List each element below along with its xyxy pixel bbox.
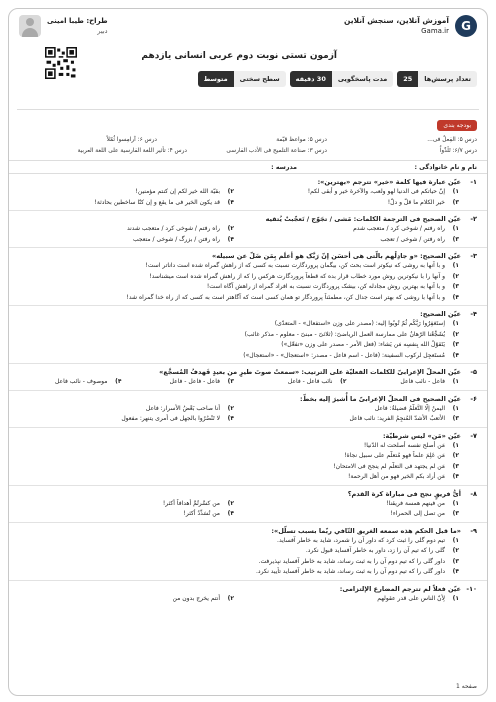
option-text: لا تَنْصُرُوا بالجهل فی أمری یتنهر: مفعول bbox=[121, 415, 220, 422]
option-text: اِستَغفِرُوا رَبَّکُم ثُمّ تُوبُوا إلیه: (مصدر علی وزن «استفعال» - المتعدّی) bbox=[274, 320, 445, 327]
question-number: ۳- bbox=[470, 252, 477, 260]
option-text: و با آنها با روشی که بهتر است جدال کن، مطمئناً پروردگار تو همان کسی است که آگاهتر است به کسی که از راه خدا گمراه شد! bbox=[126, 293, 445, 301]
question-number: ۹- bbox=[470, 526, 477, 535]
answer-option[interactable] bbox=[244, 224, 459, 235]
page-number: صفحه 1 bbox=[456, 683, 477, 690]
option-text: من تُسَدِّدُ أکثر! bbox=[183, 510, 220, 517]
answer-option[interactable] bbox=[19, 340, 459, 351]
option-text: مُستَعجِل لرکوب السفینة: (فاعل - اسم فاعل - مصدر: «استعجال» - «استعجال») bbox=[243, 351, 445, 359]
question-stem: عیّن الصحیح: bbox=[420, 310, 461, 318]
answer-option[interactable] bbox=[19, 235, 234, 246]
question-number: ۱- bbox=[470, 178, 477, 186]
answer-options bbox=[19, 377, 477, 388]
exam-page bbox=[8, 8, 488, 696]
answer-option[interactable] bbox=[19, 441, 459, 452]
option-number: ۱) bbox=[452, 499, 459, 507]
answer-option[interactable] bbox=[19, 536, 459, 547]
question-stem: «ما قبل الحکم هذه سمعه الغریق التّافي ربّما بسبب تسلّل»: bbox=[271, 526, 461, 535]
question-item bbox=[9, 581, 487, 607]
option-number: ۱) bbox=[452, 594, 459, 602]
option-text: من فینهم همسة فریقنا! bbox=[386, 499, 445, 507]
answer-option[interactable] bbox=[244, 594, 459, 605]
option-text: داور گلی را که تیم دوم آن را به ثبت رساند، شاید به خاطر آفساید نپذیرفت. bbox=[258, 557, 445, 565]
answer-option[interactable] bbox=[19, 272, 459, 283]
answer-option[interactable] bbox=[244, 414, 459, 425]
option-text: گلی را که تیم آن را زد، داور به خاطر آفساید قبول نکرد. bbox=[305, 547, 445, 554]
page-footer bbox=[9, 683, 487, 695]
designer-role: دبیر bbox=[97, 27, 108, 35]
option-text: قد یکون الخیر فی ما یقع و إن کنّا ساخطین بحادثة! bbox=[94, 198, 220, 206]
option-number: ۴) bbox=[227, 415, 234, 422]
question-stem: عیّن الصحیح فی الترجمة الکلمات: مَشی / تجَوّج / تَعجّبتْ یُتقیه bbox=[265, 215, 461, 223]
answer-options bbox=[19, 441, 477, 483]
topic-item: درس ۶: آرامِسوا ثُمّلاً bbox=[106, 137, 157, 143]
brand-url[interactable]: Gama.ir bbox=[421, 27, 449, 35]
option-text: من کسَّرتُمَّ أهدافاً أکثر! bbox=[162, 499, 220, 507]
answer-options bbox=[19, 224, 477, 245]
option-text: أنتم یخرج بدون من bbox=[172, 594, 220, 602]
option-number: ۲) bbox=[227, 188, 234, 195]
answer-option[interactable] bbox=[19, 546, 459, 557]
option-number: ۳) bbox=[452, 235, 459, 243]
answer-option[interactable] bbox=[19, 414, 234, 425]
question-stem: أیُّ فریقٍ نجح فی مباراة کرة القدم؟ bbox=[347, 489, 461, 498]
option-number: ۱) bbox=[452, 378, 459, 385]
answer-option[interactable] bbox=[244, 499, 459, 510]
answer-option[interactable] bbox=[244, 235, 459, 246]
answer-option[interactable] bbox=[19, 499, 234, 510]
question-item bbox=[9, 486, 487, 523]
option-text: نائب فاعل - فاعل bbox=[287, 378, 333, 385]
option-text: داور گلی را که تیم دوم آن را به ثبت رساند، شاید به خاطر آفساید تأیید نکرد. bbox=[255, 568, 445, 575]
answer-option[interactable] bbox=[244, 509, 459, 520]
option-number: ۱) bbox=[452, 536, 459, 544]
answer-option[interactable] bbox=[19, 261, 459, 272]
answer-options bbox=[19, 536, 477, 578]
answer-option[interactable] bbox=[19, 594, 234, 605]
question-stem: عیّن الصحیح: «و جادِلْهم بالّتی هی أحسَن إنّ رَبَّک هو أعلَم بِمَن ضَلّ عن سبیله» bbox=[212, 252, 461, 260]
option-number: ۲) bbox=[227, 225, 234, 232]
answer-options bbox=[19, 261, 477, 303]
option-number: ۳) bbox=[452, 462, 459, 470]
question-number: ۸- bbox=[470, 489, 477, 498]
option-number: ۴) bbox=[452, 293, 459, 301]
question-number: ۲- bbox=[470, 215, 477, 223]
option-text: الیمنُ إلّا التَّعلّمُ فضیلةٌ: فاعل bbox=[374, 404, 445, 412]
option-number: ۴) bbox=[452, 351, 459, 359]
option-number: ۲) bbox=[227, 499, 234, 507]
answer-options bbox=[19, 404, 477, 425]
option-number: ۴) bbox=[227, 235, 234, 243]
option-text: فاعل - نائب فاعل bbox=[400, 378, 445, 385]
option-number: ۴) bbox=[452, 473, 459, 480]
question-number: ۷- bbox=[470, 431, 477, 440]
topic-item: درس ۴: تأثیر اللغة الفارسیة علی اللغة العربیة bbox=[77, 148, 187, 154]
exam-stats bbox=[198, 71, 477, 87]
option-number: ۳) bbox=[452, 341, 459, 348]
question-item bbox=[9, 174, 487, 211]
question-number: ۵- bbox=[470, 368, 477, 376]
answer-option[interactable] bbox=[19, 224, 234, 235]
option-text: الأتعبُ الأشدّ المُنجِمُ الفرید: نائب فاعل bbox=[349, 415, 445, 422]
answer-option[interactable] bbox=[19, 567, 459, 578]
exam-header bbox=[9, 9, 487, 109]
option-text: من تصل إلی الحمراء! bbox=[390, 510, 445, 517]
option-number: ۳) bbox=[452, 415, 459, 422]
answer-option[interactable] bbox=[244, 404, 459, 415]
option-text: راه رفتم / شوخی کرد / متعجب شدند bbox=[126, 225, 220, 232]
answer-option[interactable] bbox=[19, 557, 459, 568]
question-item bbox=[9, 211, 487, 248]
option-text: و با آنها به روشی که نیکوتر است بحث کن، بیگمان پروردگارت نسبت به کسی که از راهش گمراه شده است داناتر است! bbox=[145, 262, 445, 269]
option-text: أنا صاحب بَعْضُ الأسرار: فاعل bbox=[145, 404, 220, 412]
designer-block bbox=[19, 15, 108, 37]
brand-block bbox=[344, 15, 477, 37]
question-stem: عیّن «مَن» لیس شرطیّة: bbox=[382, 431, 461, 440]
answer-option[interactable] bbox=[19, 319, 459, 330]
question-stem: عیّن فعلاً لم تترجم المضارع الإلتزامی: bbox=[339, 584, 461, 593]
option-number: ۳) bbox=[452, 283, 459, 290]
question-number: ۶- bbox=[470, 394, 477, 403]
option-number: ۲) bbox=[452, 330, 459, 338]
answer-option[interactable] bbox=[244, 377, 347, 388]
topic-item: درس ۶/۷: تَلَذّواُ bbox=[439, 148, 477, 154]
option-number: ۱) bbox=[452, 320, 459, 327]
option-text: راه رفتم / شوخی کرد / متعجب شدم bbox=[353, 225, 445, 232]
question-number: ۱۰- bbox=[466, 584, 477, 593]
gama-logo-icon: G bbox=[455, 15, 477, 37]
option-text: راه رفتن / شوخی / تعجب bbox=[380, 235, 445, 243]
answer-option[interactable] bbox=[19, 293, 459, 304]
option-text: مَن لم یجتهد فی التعلّم لم ینجح فی الامتحان! bbox=[333, 462, 445, 470]
option-number: ۲) bbox=[340, 378, 347, 385]
option-number: ۴) bbox=[227, 198, 234, 206]
topics-badge: بودجه بندی bbox=[437, 120, 477, 131]
duration-stat: مدت پاسخگویی 30 دقیقه bbox=[290, 71, 394, 87]
option-number: ۳) bbox=[452, 510, 459, 517]
school-label: مدرسه : bbox=[271, 164, 297, 171]
option-text: راه رفتن / بزرگ / شوخی / متعجب bbox=[132, 235, 220, 243]
question-item bbox=[9, 364, 487, 391]
option-number: ۲) bbox=[227, 594, 234, 602]
answer-option[interactable] bbox=[132, 377, 235, 388]
option-number: ۱) bbox=[452, 188, 459, 195]
avatar bbox=[19, 15, 41, 37]
qr-code-icon[interactable] bbox=[45, 47, 77, 79]
question-stem: عیّن المحلّ الإعرابیّ للکلمات الفعلیّة علی الترتیب: «سمعتُ صوتَ طیرٍ من بعیدٍ فَهدفُ المُسجَّع» bbox=[159, 368, 461, 376]
option-number: ۴) bbox=[115, 378, 122, 385]
difficulty-stat: سطح سختی متوسط bbox=[198, 71, 286, 87]
option-text: خیر الکلام ما قلّ و دلّ! bbox=[387, 198, 445, 206]
name-label: نام و نام خانوادگی : bbox=[414, 164, 477, 171]
option-number: ۱) bbox=[452, 441, 459, 449]
answer-option[interactable] bbox=[244, 198, 459, 209]
option-number: ۱) bbox=[452, 404, 459, 412]
option-text: مَن أصلح نفسه أصلحت له الدّنیا! bbox=[363, 441, 445, 449]
brand-title: آموزش آنلاین، سنجش آنلاین bbox=[343, 16, 449, 25]
answer-option[interactable] bbox=[19, 472, 459, 483]
question-item bbox=[9, 428, 487, 486]
option-text: مَن أراد بکم الخیر فهو من أهل الرحمة! bbox=[348, 473, 445, 480]
option-number: ۳) bbox=[452, 557, 459, 565]
question-item bbox=[9, 306, 487, 364]
option-number: ۳) bbox=[227, 378, 234, 385]
topic-item: درس ۳: صناعة التلمیح فی الأدب الفارسی bbox=[226, 148, 327, 154]
topics-section bbox=[9, 110, 487, 160]
option-number: ۱) bbox=[452, 225, 459, 232]
option-text: یَتَقوّلُ الله بِنفسِه مَن یَشاء: (فعل الأمر - مصدر علی وزن «تفعّل») bbox=[281, 341, 445, 348]
option-number: ۲) bbox=[227, 404, 234, 412]
answer-option[interactable] bbox=[19, 462, 459, 473]
option-text: موصوف - نائب فاعل bbox=[55, 378, 108, 385]
answer-option[interactable] bbox=[357, 377, 460, 388]
answer-options bbox=[19, 499, 477, 520]
question-list bbox=[9, 174, 487, 606]
option-number: ۴) bbox=[227, 510, 234, 517]
option-text: فاعل - فاعل - فاعل bbox=[169, 378, 220, 385]
question-number: ۴- bbox=[470, 310, 477, 318]
answer-option[interactable] bbox=[19, 509, 234, 520]
option-text: بقیّة الله خیر لکم إن کنتم مؤمنین! bbox=[135, 188, 220, 195]
question-item bbox=[9, 523, 487, 581]
question-stem: عیّن الصحیح فی المحلّ الإعرابیّ ما أُشیرَ إلیه بخطّ: bbox=[299, 394, 461, 403]
answer-option[interactable] bbox=[19, 282, 459, 293]
topic-item: درس ۵: مواعظ قیّمة bbox=[276, 137, 327, 143]
answer-option[interactable] bbox=[19, 330, 459, 341]
answer-option[interactable] bbox=[244, 187, 459, 198]
answer-options bbox=[19, 187, 477, 208]
topic-item: درس ۵: الفِعلُ فی... bbox=[427, 137, 477, 143]
question-item bbox=[9, 391, 487, 428]
question-stem: عیّن عبارة فیها کلمة «خیر» تترجم «بهترین»: bbox=[317, 178, 461, 186]
exam-title: آزمون تستی نوبت دوم عربی انسانی یازدهم bbox=[141, 51, 337, 61]
option-number: ۲) bbox=[452, 272, 459, 280]
option-text: و با آنها به بهترین روش مجادله کن، بیشک پروردگارت نسبت به افراد گمراه از راهش آگاه است! bbox=[206, 283, 445, 290]
option-number: ۲) bbox=[452, 547, 459, 554]
designer-name: طراح: طیبا امینی bbox=[47, 17, 108, 25]
option-number: ۳) bbox=[452, 198, 459, 206]
option-text: إنّ حیاتکم فی الدنیا لهو ولعب، والآخرة خیر و أبقی لکم! bbox=[307, 188, 445, 195]
question-item bbox=[9, 248, 487, 306]
option-number: ۱) bbox=[452, 262, 459, 269]
answer-options bbox=[19, 594, 477, 605]
option-text: یُشَجِّعُنا الرّهانُ علی ممارسة العمل الریاضیّ: (ثلاثیّ - مبنیّ - معلوم - مذکر غائب) bbox=[244, 330, 445, 338]
option-text: و آنها را با نیکوترین روش مورد خطاب قرار بده که قطعاً پروردگارت هرکس را که از راهش گمراه شده است میشناسد! bbox=[149, 272, 445, 280]
answer-option[interactable] bbox=[19, 198, 234, 209]
question-count-stat: تعداد پرسش‌ها 25 bbox=[397, 71, 477, 87]
option-text: تیم دوم گلی را ثبت کرد که داور آن را شمرد، شاید به خاطر آفساید. bbox=[277, 536, 445, 544]
student-info-row bbox=[9, 160, 487, 174]
answer-options bbox=[19, 319, 477, 361]
answer-option[interactable] bbox=[19, 187, 234, 198]
answer-option[interactable] bbox=[19, 404, 234, 415]
option-text: مَن عَلِمَ علماً فهو مُتعلّم علی سبیل نجاة! bbox=[344, 452, 445, 459]
answer-option[interactable] bbox=[19, 377, 122, 388]
option-text: لِأنّ الناس علی قدر عقولهم bbox=[377, 594, 445, 602]
option-number: ۴) bbox=[452, 568, 459, 575]
answer-option[interactable] bbox=[19, 451, 459, 462]
option-number: ۲) bbox=[452, 452, 459, 459]
answer-option[interactable] bbox=[19, 351, 459, 362]
